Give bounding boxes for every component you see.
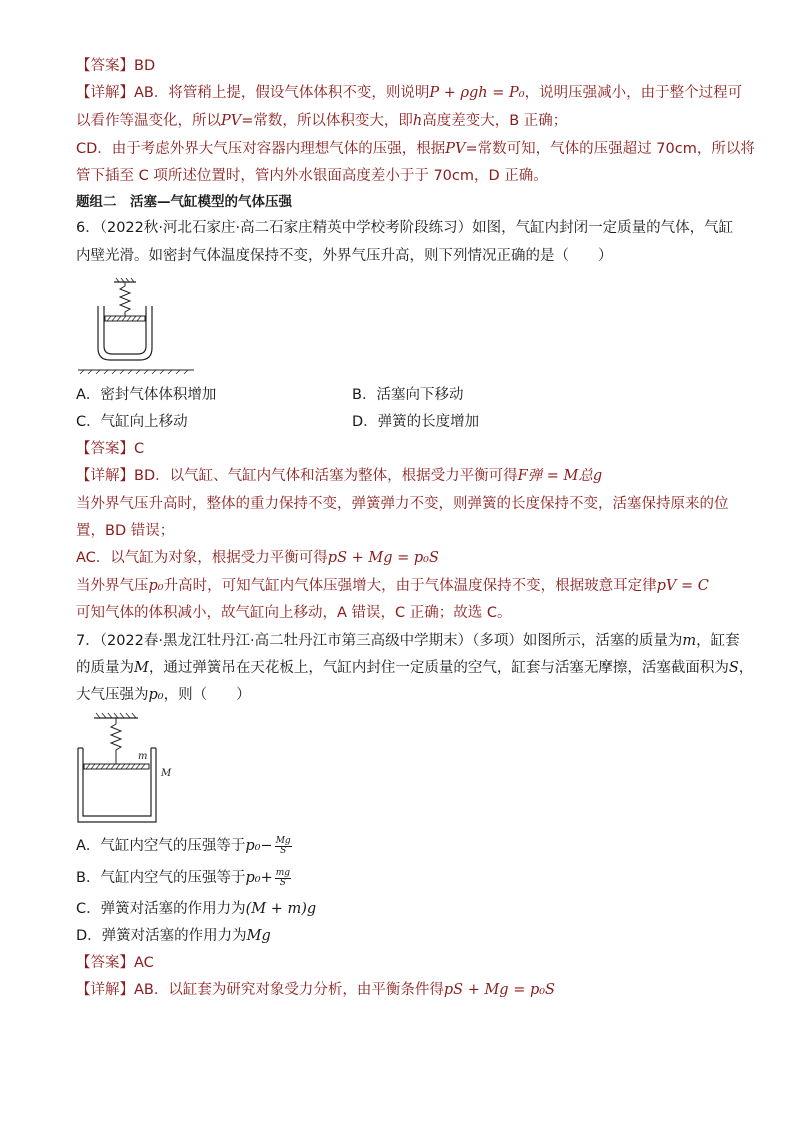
detail-text: AB．将管稍上提，假设气体体积不变，则说明: [134, 85, 430, 101]
fraction-denominator: S: [280, 845, 287, 856]
detail-text: =常数，所以体积变大，即: [241, 113, 413, 129]
formula: h: [412, 113, 423, 129]
q7-option-d: [76, 926, 271, 946]
fraction-numerator: Mg: [275, 835, 291, 846]
answer-value: BD: [134, 58, 156, 74]
detail-text: BD．以气缸、气缸内气体和活塞为整体，根据受力平衡可得: [134, 468, 518, 484]
q6-stem-line-2: 内壁光滑。如密封气体温度保持不变，外界气压升高，则下列情况正确的是（ ）: [76, 248, 613, 264]
stem-text: ，: [738, 660, 754, 676]
stem-text: ，通过弹簧吊在天花板上，气缸内封住一定质量的空气，缸套与活塞无摩擦，活塞截面积为: [148, 660, 729, 676]
formula: pV = C: [656, 578, 709, 594]
formula: p₀: [148, 687, 164, 703]
formula: −: [260, 838, 273, 854]
q7-stem-line-1: [76, 631, 740, 651]
detail-text: 高度差变大，B 正确；: [422, 113, 568, 129]
option-text: A．气缸内空气的压强等于: [76, 838, 246, 854]
detail-text: AB．以缸套为研究对象受力分析，由平衡条件得: [134, 982, 444, 998]
detail-tag: 【详解】: [76, 982, 134, 998]
formula: PV: [221, 113, 242, 129]
detail-line-1: [76, 83, 742, 103]
answer-tag: 【答案】: [76, 441, 134, 457]
option-text: D．弹簧对活塞的作用力为: [76, 928, 247, 944]
fig-label-M: M: [161, 768, 172, 779]
detail-text: ，说明压强减小，由于整个过程可: [524, 85, 743, 101]
detail-tag: 【详解】: [76, 85, 134, 101]
q7-option-a: [76, 836, 292, 856]
formula: S: [728, 660, 739, 676]
detail-line-3: [76, 139, 755, 159]
detail-tag: 【详解】: [76, 468, 134, 484]
detail-line-4: 管下插至 C 项所述位置时，管内外水银面高度差小于于 70cm，D 正确。: [76, 168, 548, 184]
fraction-denominator: S: [279, 877, 286, 888]
detail-text: 升高时，可知气缸内气体压强增大，由于气体温度保持不变，根据玻意耳定律: [163, 578, 657, 594]
q7-answer-line: [76, 953, 154, 973]
q6-option-b: B．活塞向下移动: [352, 387, 464, 403]
q6-cylinder-figure: [76, 276, 198, 376]
stem-text: ，则（ ）: [163, 687, 251, 703]
q6-detail-line-1: [76, 466, 602, 486]
answer-value: C: [134, 441, 145, 457]
formula: m: [682, 633, 697, 649]
formula: (M + m)g: [245, 901, 317, 917]
formula: F弹 = M总g: [517, 468, 603, 484]
formula: pS + Mg = p₀S: [327, 550, 439, 566]
stem-text: 7．（2022春·黑龙江牡丹江·高二牡丹江市第三高级中学期末）（多项）如图所示，活塞的质量为: [76, 633, 683, 649]
q7-option-b: [76, 868, 291, 888]
detail-text: 当外界气压: [76, 578, 149, 594]
fraction-numerator: mg: [275, 867, 291, 878]
answer-line-prev: [76, 56, 155, 76]
q6-stem-line-1: 6．（2022秋·河北石家庄·高二石家庄精英中学校考阶段练习）如图，气缸内封闭一定质量的气体，气缸: [76, 220, 734, 236]
fig-label-m: m: [138, 751, 148, 762]
detail-text: CD．由于考虑外界大气压对容器内理想气体的压强，根据: [76, 141, 446, 157]
detail-text: =常数可知，气体的压强超过 70cm，所以将: [465, 141, 755, 157]
formula: PV: [445, 141, 466, 157]
fraction: [275, 869, 291, 888]
q6-option-a: A．密封气体体积增加: [76, 387, 217, 403]
detail-text: 以看作等温变化，所以: [76, 113, 221, 129]
q6-detail-line-5: [76, 576, 709, 596]
q6-detail-line-3: 置，BD 错误；: [76, 523, 175, 539]
section-title: 题组二 活塞—气缸模型的气体压强: [76, 194, 292, 210]
formula: pS + Mg = p₀S: [443, 982, 555, 998]
q6-detail-line-4: [76, 548, 439, 568]
formula: +: [260, 870, 273, 886]
q6-option-c: C．气缸向上移动: [76, 414, 188, 430]
q7-detail-line-1: [76, 980, 555, 1000]
formula: M: [134, 660, 149, 676]
formula: p₀: [245, 870, 261, 886]
q7-option-c: [76, 899, 316, 919]
detail-text: AC．以气缸为对象，根据受力平衡可得: [76, 550, 328, 566]
stem-text: ，缸套: [696, 633, 740, 649]
q7-cylinder-figure: [76, 712, 186, 824]
q7-stem-line-3: [76, 685, 251, 705]
answer-value: AC: [134, 955, 154, 971]
q6-detail-line-2: 当外界气压升高时，整体的重力保持不变，弹簧弹力不变，则弹簧的长度保持不变，活塞保持原来的位: [76, 496, 729, 512]
q7-stem-line-2: [76, 658, 753, 678]
option-text: C．弹簧对活塞的作用力为: [76, 901, 246, 917]
formula: Mg: [246, 928, 271, 944]
detail-line-2: [76, 111, 567, 131]
formula: p₀: [148, 578, 164, 594]
answer-tag: 【答案】: [76, 955, 134, 971]
answer-tag: 【答案】: [76, 58, 134, 74]
stem-text: 大气压强为: [76, 687, 149, 703]
q6-option-d: D．弹簧的长度增加: [352, 414, 480, 430]
formula: p₀: [245, 838, 261, 854]
fraction: [275, 837, 292, 856]
formula: P + ρgh = P₀: [429, 85, 525, 101]
q6-answer-line: [76, 439, 144, 459]
q6-detail-line-6: 可知气体的体积减小，故气缸向上移动，A 错误，C 正确；故选 C。: [76, 605, 512, 621]
stem-text: 的质量为: [76, 660, 134, 676]
option-text: B．气缸内空气的压强等于: [76, 870, 246, 886]
